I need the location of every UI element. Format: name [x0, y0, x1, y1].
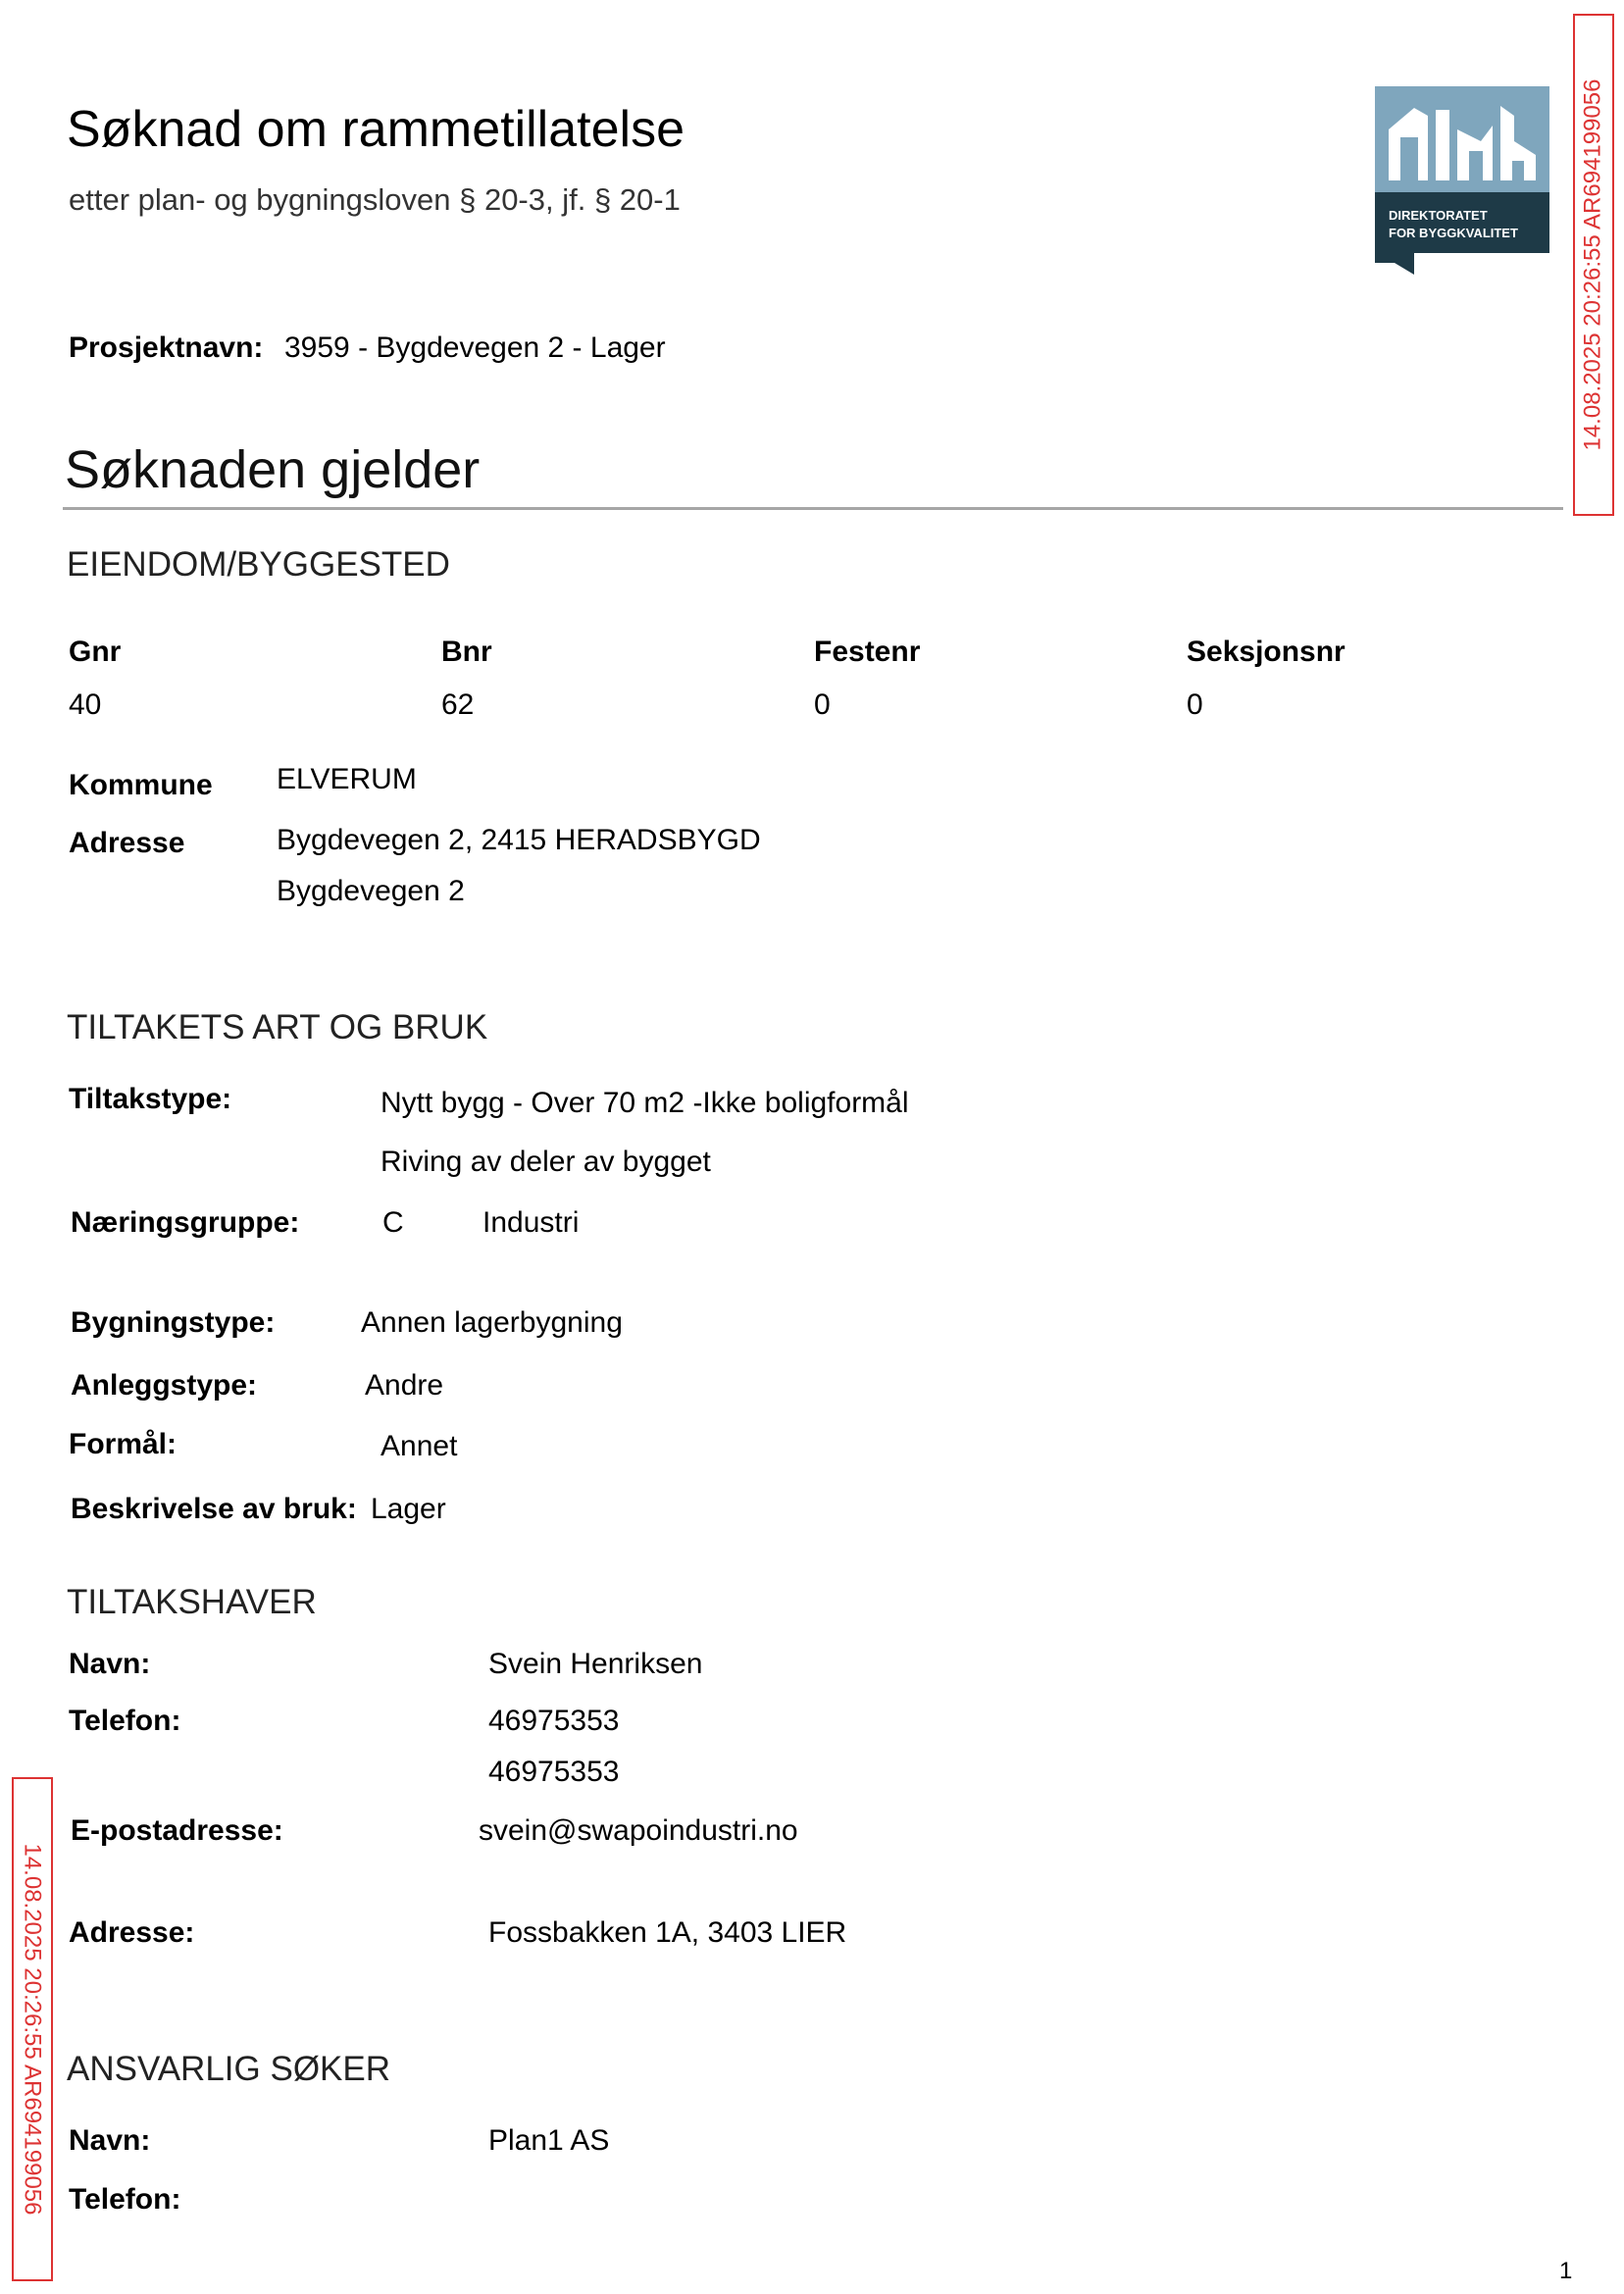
property-heading: EIENDOM/BYGGESTED: [67, 545, 450, 584]
bygningstype-value: Annen lagerbygning: [361, 1306, 623, 1339]
bygningstype-label: Bygningstype:: [71, 1306, 276, 1339]
adresse-line1: Bygdevegen 2, 2415 HERADSBYGD: [277, 824, 761, 856]
tiltakshaver-telefon-label: Telefon:: [69, 1705, 181, 1737]
project-label: Prosjektnavn:: [69, 331, 264, 364]
adresse-line2: Bygdevegen 2: [277, 875, 465, 907]
naering-label: Næringsgruppe:: [71, 1206, 300, 1239]
logo-text-line2: FOR BYGGKVALITET: [1389, 226, 1518, 240]
dibk-logo: [1375, 86, 1549, 275]
stamp-left-text: 14.08.2025 20:26:55 AR694199056: [20, 1843, 46, 2216]
kommune-label: Kommune: [69, 769, 213, 801]
naering-code: C: [382, 1206, 404, 1239]
anleggstype-value: Andre: [365, 1369, 444, 1402]
adresse-label: Adresse: [69, 827, 185, 859]
val-seksjonsnr: 0: [1187, 688, 1203, 721]
tiltakshaver-epost-value: svein@swapoindustri.no: [479, 1814, 798, 1847]
val-festenr: 0: [814, 688, 831, 721]
section-heading: Søknaden gjelder: [65, 440, 481, 499]
stamp-right: [1573, 14, 1614, 516]
tiltakshaver-adresse-value: Fossbakken 1A, 3403 LIER: [488, 1916, 847, 1949]
tiltakstype-1: Nytt bygg - Over 70 m2 -Ikke boligformål: [381, 1087, 909, 1119]
formal-value: Annet: [381, 1430, 458, 1462]
tiltakstype-2: Riving av deler av bygget: [381, 1146, 711, 1178]
logo-text-line1: DIREKTORATET: [1389, 208, 1488, 223]
tiltakshaver-heading: TILTAKSHAVER: [67, 1583, 317, 1621]
formal-label: Formål:: [69, 1428, 178, 1460]
ansvarlig-heading: ANSVARLIG SØKER: [67, 2050, 391, 2088]
bruk-value: Lager: [371, 1493, 446, 1525]
section-divider: [63, 507, 1563, 510]
project-value: 3959 - Bygdevegen 2 - Lager: [284, 331, 666, 364]
document-title: Søknad om rammetillatelse: [67, 101, 685, 158]
tiltakstype-label: Tiltakstype:: [69, 1083, 232, 1115]
tiltakshaver-adresse-label: Adresse:: [69, 1916, 195, 1949]
col-bnr: Bnr: [441, 636, 492, 668]
val-gnr: 40: [69, 688, 102, 721]
tiltakshaver-telefon-1: 46975353: [488, 1705, 620, 1737]
tiltakshaver-navn-label: Navn:: [69, 1648, 151, 1680]
col-gnr: Gnr: [69, 636, 122, 668]
tiltakshaver-epost-label: E-postadresse:: [71, 1814, 283, 1847]
document-subtitle: etter plan- og bygningsloven § 20-3, jf. § 20-1: [69, 182, 681, 217]
ansvarlig-telefon-label: Telefon:: [69, 2183, 181, 2216]
stamp-right-text: 14.08.2025 20:26:55 AR694199056: [1580, 78, 1606, 451]
val-bnr: 62: [441, 688, 475, 721]
ansvarlig-navn-label: Navn:: [69, 2124, 151, 2157]
tiltakshaver-telefon-2: 46975353: [488, 1756, 620, 1788]
col-festenr: Festenr: [814, 636, 921, 668]
kommune-value: ELVERUM: [277, 763, 417, 795]
page-number: 1: [1559, 2258, 1573, 2284]
tiltak-heading: TILTAKETS ART OG BRUK: [67, 1008, 488, 1046]
anleggstype-label: Anleggstype:: [71, 1369, 258, 1402]
bruk-label: Beskrivelse av bruk:: [71, 1493, 357, 1525]
tiltakshaver-navn-value: Svein Henriksen: [488, 1648, 703, 1680]
naering-value: Industri: [482, 1206, 580, 1239]
dibk-logo-icon: [1375, 86, 1549, 275]
stamp-left: [12, 1777, 53, 2281]
col-seksjonsnr: Seksjonsnr: [1187, 636, 1345, 668]
ansvarlig-navn-value: Plan1 AS: [488, 2124, 610, 2157]
